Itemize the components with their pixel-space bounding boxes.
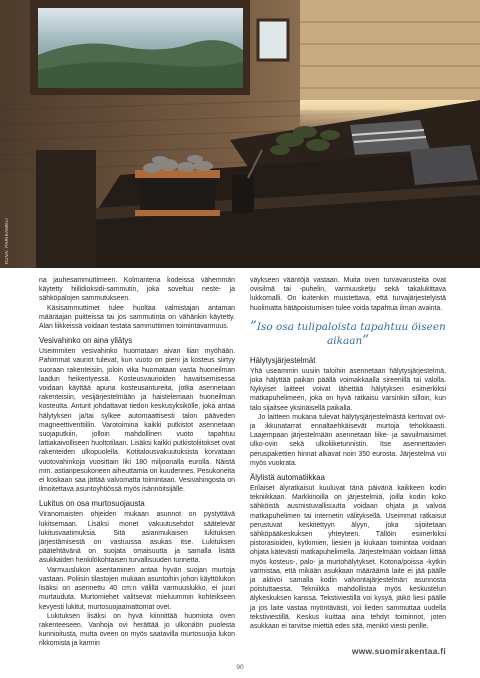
section-heading: Vesivahinko on aina yllätys [39, 336, 133, 346]
paragraph: Jo laitteen mukana tulevat hälytysjärjestelmästä kertovat ovi- ja ikkunatarrat ennaltaehkäisevät murtoja tehokkaasti. Laajempaan järjestelmään asennetaan liike- ja savuilmaisimet ulko-ovin sekä ulkoliiketunnistin. Itse asennettavien peruspakettien hinnat alkavat noin 350 eurosta. Järjestelmä voi myös vuokrata. [250, 413, 446, 467]
pull-quote [250, 320, 446, 348]
paragraph: Käsisammuttimet tulee huoltaa valmistajan antaman määräajan puitteissa tai jos sammutinta on vähänkin käytetty. Alan liikkeissä voidaan testata sammuttimen toimintavarmuus. [39, 304, 235, 331]
right-column [250, 276, 446, 631]
left-column [39, 276, 235, 649]
website-url[interactable]: www.suomirakentaa.fi [351, 646, 446, 656]
section-heading: Hälytysjärjestelmät [250, 355, 316, 365]
paragraph: na jauhesammuttimeen. Kolmantena kodeissa vähemmän käytetty hiilidioksidi-sammutin, joka soveltuu neste- ja sähköpalojen sammutukseen. [39, 277, 235, 303]
paragraph: Varmuuslukon asentaminen antaa hyvän suojan murtoja vastaan. Poliisin tilastojen mukaan asuntoihin johon käyttölukon lisäksi on asennettu 40 cm:n välillä varmuuslukko, ei juuri murtauduta. Murtomiehet valitsevat mieluummin kohteikseen kevyesti lukitut, murtosuojaamattomat ovet. [39, 566, 235, 611]
paragraph: väykseen vääntöjä vastaan. Muita oven turvavarusteita ovat ovisilmä tai -puhelin, varmuusketju sekä takalukittava lukkomalli. On kuitenkin muistettava, että turvajärjestelyistä huolimatta hätäpoistumisen tulee voida tapahtua ilman avainta. [250, 277, 446, 312]
paragraph: Useimmiten vesivahinko huomataan aivan liian myöhään. Pahimmat vauriot tulevat, kun vuoto on pieni ja kosteus siirtyy suoraan rakenteisiin, joloin vika huomataan vasta huoneilman laadun heikentyessä. Kosteusvaurioiden havaitsemisessa voidaan käyttää apuna kosteusantureita, jotka asennetaan rakenteisiin, vesijärjestelmään ja haistelemaan huoneilman kosteutta. Anturit johdattavat tiedon keskusyksikölle, joka antaa hälytyksen ja/tai sylkee automaattisesti talon pääveden magneettiventtiilin. Varotoimina kaikki putkistot asennetaan suojaputkiin, jolloin mahdollinen vuoto tapahtuu lattiakaivolliseen huoltotilaan. Lisäksi kaikki putkistoliitokset ovat rakenteiden ulkopuolella. Kotitalousvakuutuksista korvataan vuotovahinkoja vuosittain liki 180 miljoonalla eurolla. Näistä mm. astianpesukoneen aiheuttamia on kuudennes. Pesukoneita ei koskaan saa jättää valvomatta toimintaan. Vesivahingosta on ilmoitettava asuntoyhtiössä myös isännöitsijälle. [39, 348, 235, 494]
photo-credit: KUVA: PARIKAMELI [4, 218, 9, 264]
close-quote-mark: ” [362, 332, 369, 348]
paragraph: Viranomaisten ohjeiden mukaan asunnot on pystyttävä lukitsemaan. Lisäksi monet vakuutusehdot säätelevät lukitusvaatimuksia. Sitä asianmukaisen lukituksen järjestämisestä on vastuussa asukas itse. Lukituksen päätehtävänä on suojata omaisuutta ja samalla lisätä asukkaiden henkilökohtaisen turvallisuuden tunnetta. [39, 511, 235, 565]
paragraph: Yhä useammin uusiin taloihin asennetaan hälytysjärjestelmä, joka hälyttää paikan päällä voimakkaalla sireenillä tai valolla. Nykyiset laitteet voivat lähettää hälytyksen esimerkiksi matkapuhelimeen, joka on hyvä ratkaisu varsinkin silloin, kun talo sijaitsee yksinäisellä paikalla. [250, 367, 446, 412]
section-heading: Älylistä automatiikkaa [250, 473, 325, 483]
section-heading: Lukitus on osa murtosuojausta [39, 499, 145, 509]
paragraph: Lukituksen lisäksi on hyvä kiinnittää huomiota oven rakenteeseen. Vanhoja ovi herättää jo ulkonäön puolesta kunnioitusta, mutta oveen on myös saatavilla murtosuojia lukon rikkomista ja karmin [39, 612, 235, 648]
page-number: 90 [236, 664, 244, 671]
open-quote-mark: ” [250, 318, 257, 334]
sauna-photo [0, 0, 480, 268]
pull-quote-text: Iso osa tulipaloista tapahtuu öiseen aikaan [256, 320, 446, 347]
paragraph: Erilaiset älyratkaisut kuuluvat tänä päivänä kaikkeen kodin tekniikkaan. Markkinoilla on järjestelmiä, joilla kodin koko sähköistä ausmistuvallisuutta voidaan ohjata ja valvoa matkapuhelimen tai internetin välityksellä. Useimmat ratkaisut perustuvat keskitettyyn älyyn, joka sijoitetaan sähköpääkeskuksen yhteyteen. Tällöin esimerkiksi pistorasioiden, kytkimien, liesien ja kiukaan toimintaa voidaan ohjata kätevästi matkapuhelimella. Järjestelmään voidaan liittää myös kosteus-, palo- ja murtohälytykset. Kotona/poissa -kytkin varmistaa, että mikään asukkaan määräämä laite ei jää päälle ja aktivoi samalla kodin valvontajärjestelmän asunnosta poistuttaessa. Tekniikka mahdollistaa myös keskustelun älykeskuksen kanssa. Tekstiviestillä voi kysyä, jäikö liesi päälle ja jos laite vastaa myöntävästi, voi lieden sammuttaa uudella tekstiviestillä. Keskus kuittaa aina tehdyt toiminnot, joten asukkaan ei tarvitse miettiä edes sitä, menikö viesti perille. [250, 485, 446, 631]
